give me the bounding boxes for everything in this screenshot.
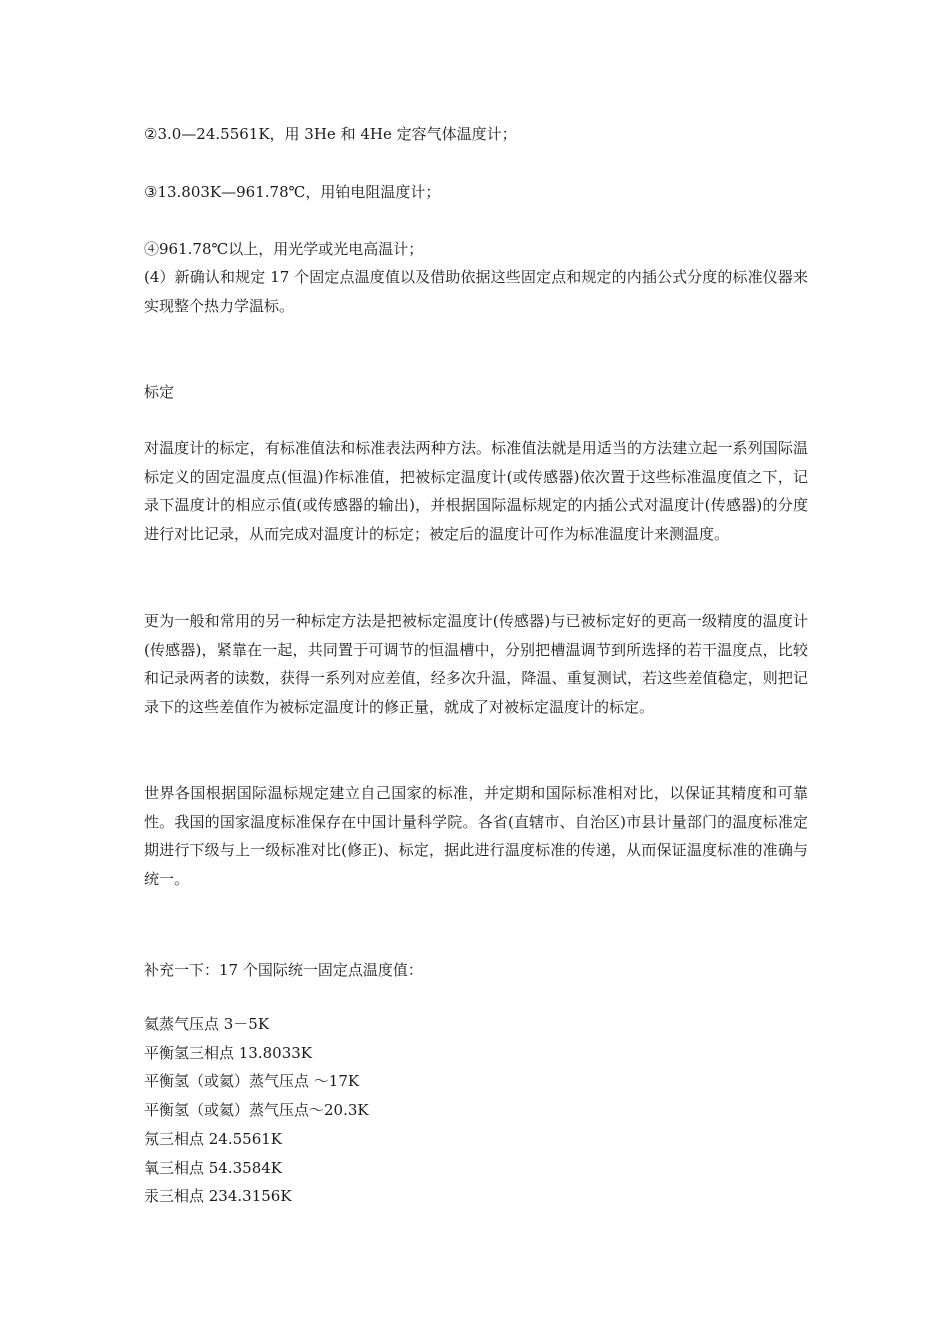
fixed-point-item: 氦蒸气压点 3－5K — [144, 1015, 270, 1033]
paragraph-calibration-methods: 对温度计的标定，有标准值法和标准表法两种方法。标准值法就是用适当的方法建立起一系列国际温标定义的固定温度点(恒温)作标准值，把被标定温度计(或传感器)依次置于这些标准温度值之下，记录下温度计的相应示值(或传感器的输出)，并根据国际温标规定的内插公式对温度计(传感器)的分度进行对比记录，从而完成对温度计的标定；被定后的温度计可作为标准温度计来测温度。 — [144, 439, 808, 543]
range-line-4: ④961.78℃以上，用光学或光电高温计； — [144, 240, 424, 258]
fixed-point-item: 平衡氢（或氦）蒸气压点 ～17K — [144, 1072, 360, 1090]
point-4-paragraph: (4）新确认和规定 17 个固定点温度值以及借助依据这些固定点和规定的内插公式分度的标准仪器来实现整个热力学温标。 — [144, 268, 808, 315]
paragraph-national-standards: 世界各国根据国际温标规定建立自己国家的标准，并定期和国际标准相对比，以保证其精度和可靠性。我国的国家温度标准保存在中国计量科学院。各省(直辖市、自治区)市县计量部门的温度标准定期进行下级与上一级标准对比(修正)、标定，据此进行温度标准的传递，从而保证温度标准的准确与统一。 — [144, 784, 808, 888]
supplement-heading: 补充一下：17 个国际统一固定点温度值： — [144, 961, 423, 979]
section-heading: 标定 — [144, 383, 175, 401]
fixed-point-item: 平衡氢三相点 13.8033K — [144, 1044, 313, 1062]
fixed-point-item: 氧三相点 54.3584K — [144, 1159, 283, 1177]
fixed-point-item: 汞三相点 234.3156K — [144, 1187, 292, 1205]
range-line-3: ③13.803K—961.78℃，用铂电阻温度计； — [144, 183, 441, 201]
fixed-point-item: 氖三相点 24.5561K — [144, 1130, 283, 1148]
fixed-point-item: 平衡氢（或氦）蒸气压点～20.3K — [144, 1101, 369, 1119]
range-line-2: ②3.0—24.5561K，用 3He 和 4He 定容气体温度计； — [144, 125, 517, 143]
paragraph-comparison-method: 更为一般和常用的另一种标定方法是把被标定温度计(传感器)与已被标定好的更高一级精度的温度计(传感器)，紧靠在一起，共同置于可调节的恒温槽中，分别把槽温调节到所选择的若干温度点，比较和记录两者的读数，获得一系列对应差值，经多次升温，降温、重复测试，若这些差值稳定，则把记录下的这些差值作为被标定温度计的修正量，就成了对被标定温度计的标定。 — [144, 612, 808, 716]
